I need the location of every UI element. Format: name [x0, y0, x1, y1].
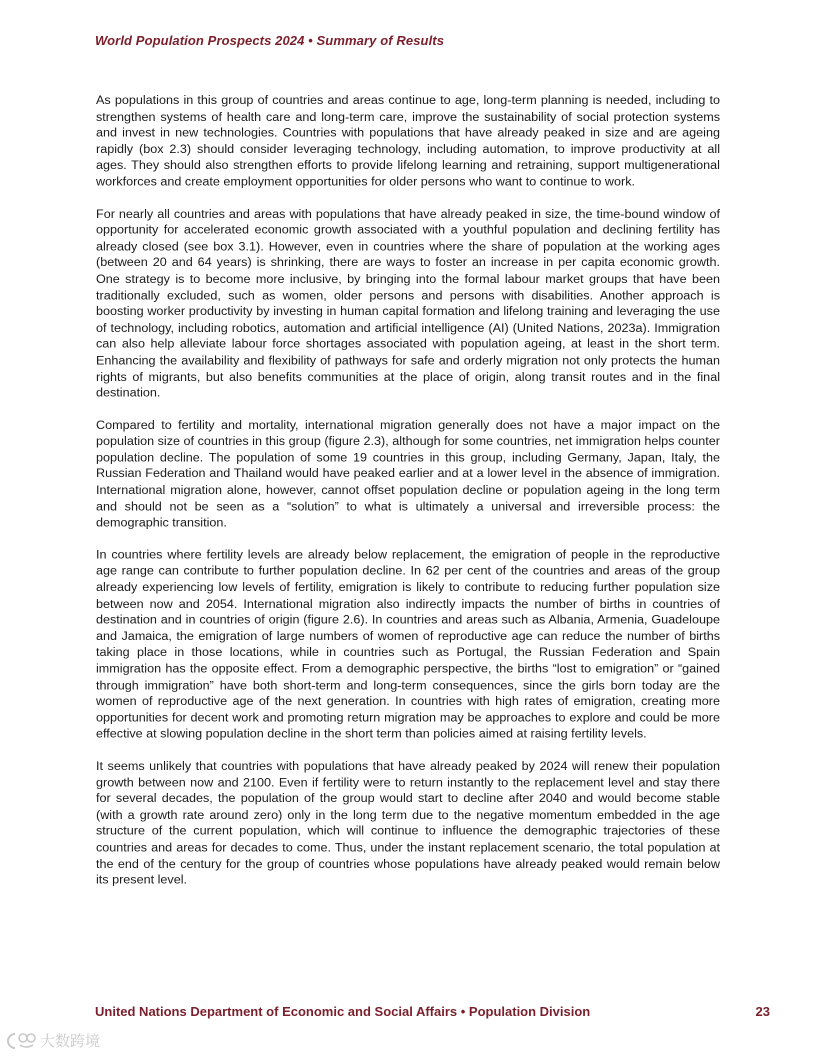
- paragraph: Compared to fertility and mortality, international migration generally does not have a major impact on the population size of countries in this group (figure 2.3), although for some countries, net immigration helps counter population decline. The population of some 19 countries in this group, including Germany, Japan, Italy, the Russian Federation and Thailand would have peaked earlier and at a lower level in the absence of immigration. International migration alone, however, cannot offset population decline or population ageing in the long term and should not be seen as a “solution” to what is ultimately a universal and irreversible process: the demographic transition.: [96, 418, 720, 530]
- page-footer: [95, 1004, 770, 1022]
- paragraph: It seems unlikely that countries with populations that have already peaked by 2024 will renew their population growth between now and 2100. Even if fertility were to return instantly to the replacement level and stay there for several decades, the population of the group would start to decline after 2040 and would become stable (with a growth rate around zero) only in the long term due to the negative momentum embedded in the age structure of the current population, which will continue to influence the demographic trajectories of these countries and areas for decades to come. Thus, under the instant replacement scenario, the total population at the end of the century for the group of countries whose populations have already peaked would remain below its present level.: [96, 759, 720, 887]
- page-number: 23: [755, 1004, 770, 1019]
- footer-organization: United Nations Department of Economic and Social Affairs • Population Division: [95, 1004, 591, 1019]
- paragraph: As populations in this group of countries and areas continue to age, long-term planning is needed, including to strengthen systems of health care and long-term care, improve the sustainability of social protection systems and invest in new technologies. Countries with populations that have already peaked in size and are ageing rapidly (box 2.3) should consider leveraging technology, including automation, to improve productivity at all ages. They should also strengthen efforts to provide lifelong learning and retraining, support multigenerational workforces and create employment opportunities for older persons who want to continue to work.: [96, 93, 720, 189]
- body-text: [96, 93, 720, 905]
- watermark: [6, 1030, 100, 1051]
- paragraph: For nearly all countries and areas with populations that have already peaked in size, the time-bound window of opportunity for accelerated economic growth associated with a youthful population and declining fertility has already closed (see box 3.1). However, even in countries where the share of population at the working ages (between 20 and 64 years) is shrinking, there are ways to foster an increase in per capita economic growth. One strategy is to become more inclusive, by bringing into the formal labour market groups that have been traditionally excluded, such as women, older persons and persons with disabilities. Another approach is boosting worker productivity by investing in human capital formation and lifelong training and leveraging the use of technology, including robotics, automation and artificial intelligence (AI) (United Nations, 2023a). Immigration can also help alleviate labour force shortages associated with population ageing, at least in the short term. Enhancing the availability and flexibility of pathways for safe and orderly migration not only protects the human rights of migrants, but also benefits communities at the place of origin, along transit routes and in the final destination.: [96, 207, 720, 400]
- logo-mark-icon: [6, 1032, 36, 1050]
- watermark-text: 大数跨境: [40, 1033, 101, 1050]
- paragraph: In countries where fertility levels are already below replacement, the emigration of people in the reproductive age range can contribute to further population decline. In 62 per cent of the countries and areas of the group already experiencing low levels of fertility, emigration is likely to contribute to reducing further population size between now and 2054. International migration also indirectly impacts the number of births in countries of destination and in countries of origin (figure 2.6). In countries and areas such as Albania, Armenia, Guadeloupe and Jamaica, the emigration of large numbers of women of reproductive age can reduce the number of births taking place in those locations, while in countries such as Portugal, the Russian Federation and Spain immigration has the opposite effect. From a demographic perspective, the births “lost to emigration” or “gained through immigration” have both short-term and long-term consequences, since the girls born today are the women of reproductive age of the next generation. In countries with high rates of emigration, creating more opportunities for decent work and promoting return migration may be approaches to explore and could be more effective at slowing population decline in the short term than policies aimed at raising fertility levels.: [96, 548, 720, 741]
- running-header: World Population Prospects 2024 • Summary of Results: [95, 33, 445, 48]
